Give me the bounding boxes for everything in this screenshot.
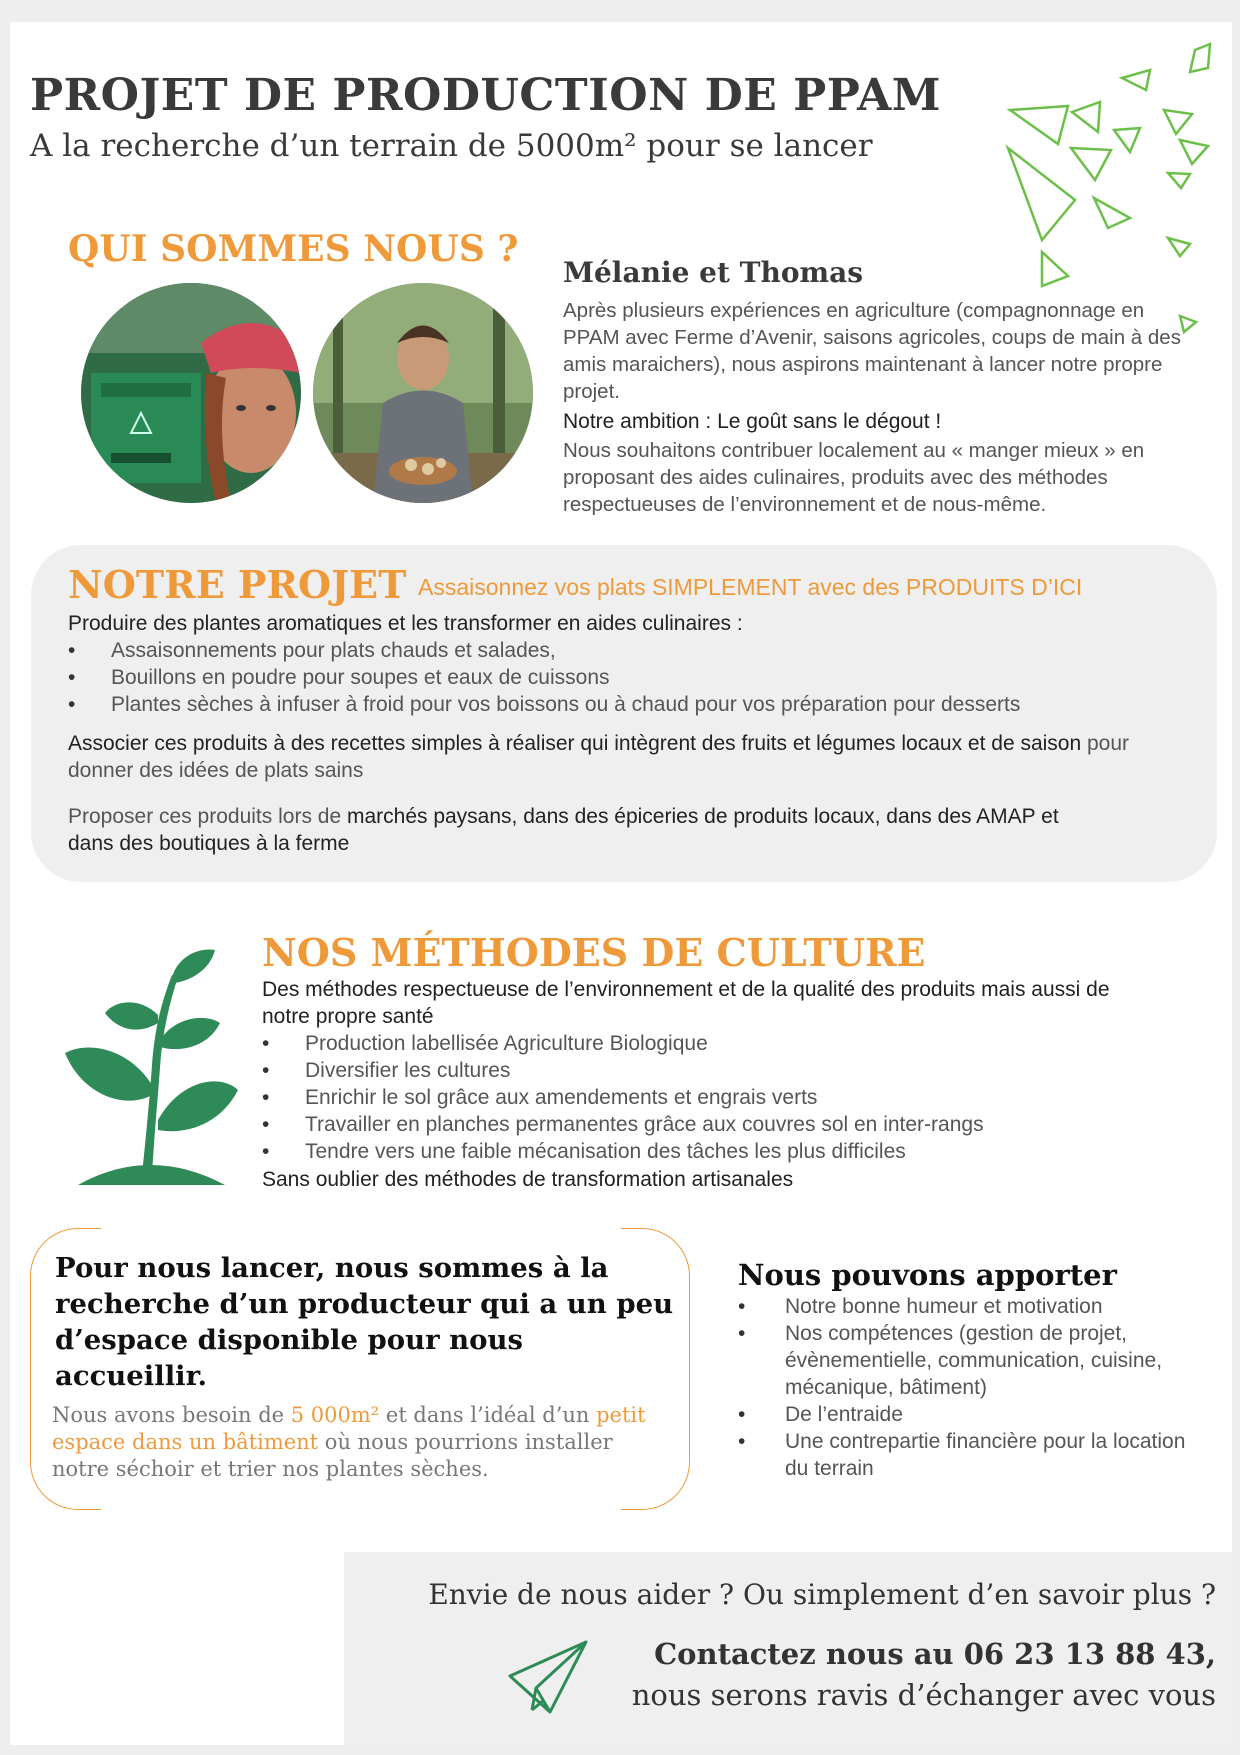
associer-strong: Associer ces produits à des recettes simples à réaliser qui intègrent des fruits et légumes locaux et de saison: [68, 732, 1082, 755]
projet-intro: Produire des plantes aromatiques et les transformer en aides culinaires :: [68, 612, 743, 635]
list-item: • Plantes sèches à infuser à froid pour vos boissons ou à chaud pour vos préparation pour desserts: [68, 691, 1188, 718]
surface-highlight: 5 000m²: [290, 1403, 380, 1427]
methodes-list: [262, 1030, 1202, 1165]
lancer-heading: Pour nous lancer, nous sommes à la recherche d’un producteur qui a un peu d’espace disponible pour nous accueillir.: [55, 1252, 674, 1392]
list-item: • Travailler en planches permanentes grâce aux couvres sol en inter-rangs: [262, 1111, 1202, 1138]
methodes-section-title: NOS MÉTHODES DE CULTURE: [262, 930, 926, 975]
lancer-text-2: et dans l’idéal d’un: [379, 1403, 597, 1427]
paper-plane-icon: [508, 1640, 588, 1714]
apporter-title: Nous pouvons apporter: [738, 1258, 1117, 1292]
page-title: PROJET DE PRODUCTION DE PPAM: [30, 70, 941, 121]
team-names: Mélanie et Thomas: [563, 256, 864, 289]
batiment-highlight: petit espace dans un bâtiment: [52, 1403, 646, 1454]
associer-rest: pour donner des idées de plats sains: [68, 732, 1130, 782]
list-item: • Une contrepartie financière pour la location du terrain: [738, 1428, 1188, 1482]
projet-section-title: NOTRE PROJET: [68, 562, 407, 607]
ambition-heading: Notre ambition : Le goût sans le dégout !: [563, 410, 942, 433]
projet-associer-paragraph: [68, 730, 1198, 784]
plant-icon: [60, 945, 240, 1185]
list-item: • Diversifier les cultures: [262, 1057, 1202, 1084]
contact-echange: nous serons ravis d’échanger avec vous: [631, 1678, 1216, 1712]
qui-section-title: QUI SOMMES NOUS ?: [68, 228, 519, 270]
proposer-strong: marchés paysans, dans des épiceries de produits locaux, dans des AMAP et dans des boutiques à la ferme: [68, 805, 1059, 855]
apporter-list: [738, 1293, 1188, 1482]
methodes-intro: Des méthodes respectueuse de l’environnement et de la qualité des produits mais aussi de notre propre santé: [262, 978, 1110, 1028]
contact-question: Envie de nous aider ? Ou simplement d’en savoir plus ?: [428, 1578, 1216, 1611]
lancer-paragraph: [52, 1402, 672, 1483]
list-item: • De l’entraide: [738, 1401, 1188, 1428]
list-item: • Bouillons en poudre pour soupes et eaux de cuissons: [68, 664, 1188, 691]
projet-tagline: Assaisonnez vos plats SIMPLEMENT avec des PRODUITS D’ICI: [418, 574, 1083, 600]
methodes-outro: Sans oublier des méthodes de transformation artisanales: [262, 1168, 794, 1191]
page-subtitle: A la recherche d’un terrain de 5000m² pour se lancer: [30, 128, 873, 164]
projet-list: [68, 637, 1188, 718]
list-item: • Tendre vers une faible mécanisation des tâches les plus difficiles: [262, 1138, 1202, 1165]
proposer-plain: Proposer ces produits lors de: [68, 805, 347, 828]
list-item: • Nos compétences (gestion de projet, évènementielle, communication, cuisine, mécanique, bâtiment): [738, 1320, 1188, 1401]
list-item: • Production labellisée Agriculture Biologique: [262, 1030, 1202, 1057]
ambition-paragraph: Nous souhaitons contribuer localement au « manger mieux » en proposant des aides culinaires, produits avec des méthodes respectueuses de l’environnement et de nous-même.: [563, 439, 1145, 516]
thomas-photo: [313, 283, 533, 503]
list-item: • Enrichir le sol grâce aux amendements et engrais verts: [262, 1084, 1202, 1111]
lancer-text-1: Nous avons besoin de: [52, 1403, 291, 1427]
contact-phone: Contactez nous au 06 23 13 88 43,: [654, 1637, 1216, 1671]
list-item: • Assaisonnements pour plats chauds et salades,: [68, 637, 1188, 664]
projet-proposer-paragraph: [68, 803, 1068, 857]
melanie-photo: [81, 283, 301, 503]
intro-paragraph: Après plusieurs expériences en agriculture (compagnonnage en PPAM avec Ferme d’Avenir, saisons agricoles, coups de main à des amis maraichers), nous aspirons maintenant à lancer notre propre projet.: [563, 299, 1181, 403]
list-item: • Notre bonne humeur et motivation: [738, 1293, 1188, 1320]
triangles-decoration: [1000, 40, 1230, 340]
lancer-text-3: où nous pourrions installer notre séchoir et trier nos plantes sèches.: [52, 1430, 613, 1481]
